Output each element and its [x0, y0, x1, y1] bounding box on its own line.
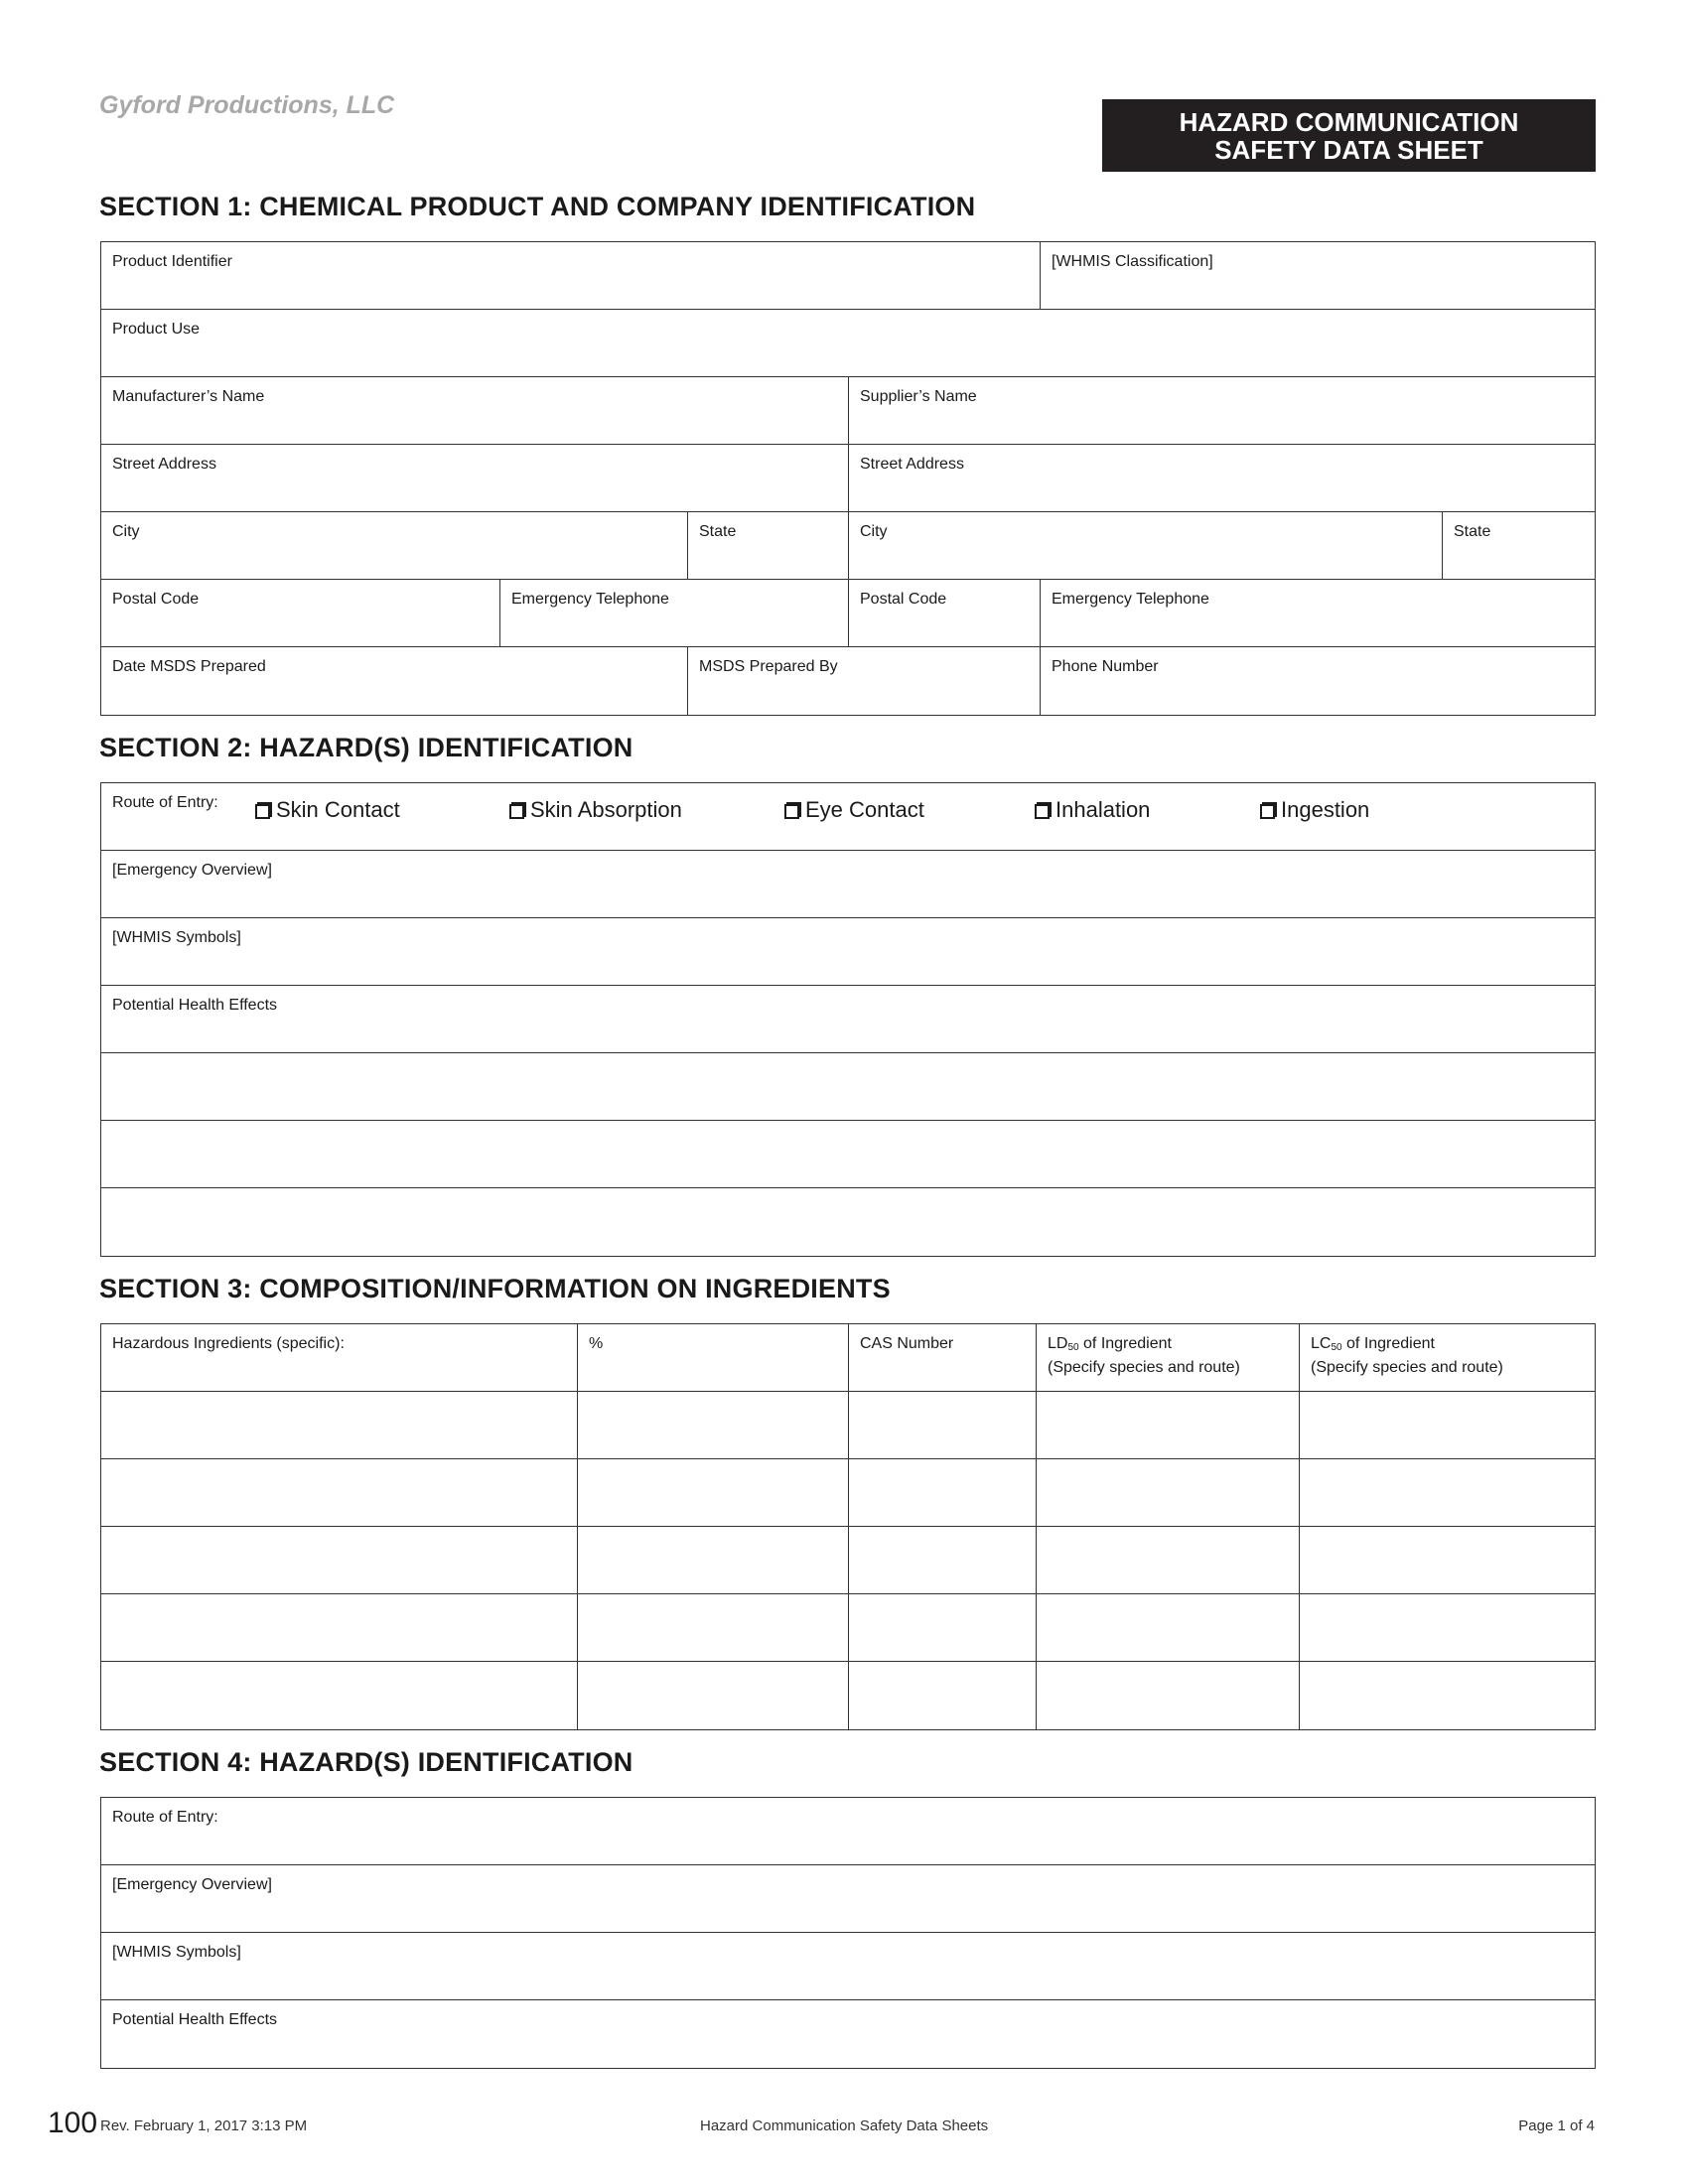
section2-title: SECTION 2: HAZARD(S) IDENTIFICATION — [99, 733, 633, 762]
ingredient-percent-cell[interactable] — [577, 1662, 848, 1729]
ingredient-ld50-cell[interactable] — [1036, 1662, 1299, 1729]
supplier-city-field[interactable] — [848, 512, 1442, 579]
supplier-emergency-phone-field[interactable] — [1040, 580, 1595, 646]
skin-contact-label: Skin Contact — [276, 797, 400, 822]
s2-row-symbols — [101, 918, 1595, 986]
whmis-classification-field[interactable] — [1040, 242, 1595, 309]
ingredient-ld50-cell[interactable] — [1036, 1392, 1299, 1458]
s4-row-health — [101, 2000, 1595, 2068]
s4-whmis-symbols-label: [WHMIS Symbols] — [112, 1944, 241, 1961]
section4-title: SECTION 4: HAZARD(S) IDENTIFICATION — [99, 1747, 633, 1777]
s1-row-product — [101, 242, 1595, 310]
route-of-entry-label: Route of Entry: — [112, 794, 218, 811]
inhalation-option[interactable] — [1035, 797, 1150, 823]
manufacturer-city-field[interactable] — [101, 512, 687, 579]
s2-row-health — [101, 986, 1595, 1053]
s2-row-blank-1 — [101, 1053, 1595, 1121]
s4-row-route — [101, 1798, 1595, 1865]
inhalation-checkbox[interactable] — [1035, 804, 1050, 819]
revision-date: Rev. February 1, 2017 3:13 PM — [100, 2117, 308, 2134]
ingredient-ld50-cell[interactable] — [1036, 1459, 1299, 1526]
s2-row-overview — [101, 851, 1595, 918]
footer-title: Hazard Communication Safety Data Sheets — [700, 2117, 989, 2134]
s4-row-symbols — [101, 1933, 1595, 2000]
ingredient-row — [101, 1392, 1595, 1459]
product-use-field[interactable] — [101, 310, 1595, 376]
s4-route-of-entry-label: Route of Entry: — [112, 1809, 218, 1826]
ingestion-checkbox[interactable] — [1260, 804, 1275, 819]
s1-row-address — [101, 445, 1595, 512]
manufacturer-emergency-phone-label: Emergency Telephone — [511, 591, 669, 608]
document-title-box — [1102, 99, 1596, 172]
s4-route-of-entry-field[interactable] — [101, 1798, 1595, 1864]
date-prepared-label: Date MSDS Prepared — [112, 658, 266, 675]
s2-row-blank-3 — [101, 1188, 1595, 1256]
header-ingredients — [101, 1324, 577, 1391]
header-ld50 — [1036, 1324, 1299, 1391]
whmis-symbols-label: [WHMIS Symbols] — [112, 929, 241, 946]
section3-title: SECTION 3: COMPOSITION/INFORMATION ON INGREDIENTS — [99, 1274, 891, 1303]
prepared-by-label: MSDS Prepared By — [699, 658, 838, 675]
section2-grid — [100, 782, 1596, 1257]
ingredient-lc50-cell[interactable] — [1299, 1662, 1595, 1729]
header-lc50-label: $LC_{50}$ of Ingredient (Specify species and route) — [1311, 1335, 1503, 1376]
supplier-state-field[interactable] — [1442, 512, 1595, 579]
ingredient-percent-cell[interactable] — [577, 1594, 848, 1661]
prepared-by-field[interactable] — [687, 647, 1040, 715]
supplier-name-field[interactable] — [848, 377, 1595, 444]
s1-row-use — [101, 310, 1595, 377]
page-of-count: Page 1 of 4 — [1518, 2117, 1595, 2134]
s2-row-blank-2 — [101, 1121, 1595, 1188]
ingredient-ingredient-cell[interactable] — [101, 1594, 577, 1661]
s1-row-postal — [101, 580, 1595, 647]
ingredient-ingredient-cell[interactable] — [101, 1392, 577, 1458]
document-title-line1: HAZARD COMMUNICATION — [1179, 106, 1519, 137]
skin-contact-option[interactable] — [255, 797, 400, 823]
manufacturer-postal-label: Postal Code — [112, 591, 200, 608]
s4-emergency-overview-label: [Emergency Overview] — [112, 1876, 272, 1893]
ingredient-percent-cell[interactable] — [577, 1392, 848, 1458]
supplier-emergency-phone-label: Emergency Telephone — [1052, 591, 1209, 608]
manufacturer-postal-field[interactable] — [101, 580, 499, 646]
ingredient-ingredient-cell[interactable] — [101, 1459, 577, 1526]
ingredient-cas-cell[interactable] — [848, 1459, 1036, 1526]
health-effects-label: Potential Health Effects — [112, 997, 278, 1014]
ingredient-ingredient-cell[interactable] — [101, 1527, 577, 1593]
supplier-state-label: State — [1454, 523, 1491, 540]
skin-contact-checkbox[interactable] — [255, 804, 270, 819]
ingredient-cas-cell[interactable] — [848, 1527, 1036, 1593]
ingredient-ld50-cell[interactable] — [1036, 1527, 1299, 1593]
header-lc50 — [1299, 1324, 1595, 1391]
s4-whmis-symbols-field[interactable] — [101, 1933, 1595, 1999]
emergency-overview-field[interactable] — [101, 851, 1595, 917]
ingredients-header-row — [101, 1324, 1595, 1392]
ingredient-row — [101, 1662, 1595, 1729]
ingredient-row — [101, 1459, 1595, 1527]
skin-absorption-label: Skin Absorption — [530, 797, 682, 822]
health-effects-line-1[interactable] — [101, 1053, 1595, 1120]
ingredient-ld50-cell[interactable] — [1036, 1594, 1299, 1661]
emergency-overview-label: [Emergency Overview] — [112, 862, 272, 879]
product-identifier-field[interactable] — [101, 242, 1040, 309]
phone-number-field[interactable] — [1040, 647, 1595, 715]
health-effects-line-2[interactable] — [101, 1121, 1595, 1187]
product-use-label: Product Use — [112, 321, 201, 338]
section1-grid — [100, 241, 1596, 716]
supplier-postal-label: Postal Code — [860, 591, 947, 608]
header-cas-label: CAS Number — [860, 1335, 954, 1352]
supplier-street-field[interactable] — [848, 445, 1595, 511]
whmis-symbols-field[interactable] — [101, 918, 1595, 985]
eye-contact-label: Eye Contact — [805, 797, 924, 822]
header-ingredients-label: Hazardous Ingredients (specific): — [112, 1335, 345, 1352]
ingredient-cas-cell[interactable] — [848, 1662, 1036, 1729]
s4-row-overview — [101, 1865, 1595, 1933]
skin-absorption-checkbox[interactable] — [509, 804, 524, 819]
ingredients-table — [100, 1323, 1596, 1730]
route-of-entry-field — [101, 783, 1595, 850]
ingredient-percent-cell[interactable] — [577, 1459, 848, 1526]
eye-contact-checkbox[interactable] — [784, 804, 799, 819]
manufacturer-street-field[interactable] — [101, 445, 848, 511]
ingredient-lc50-cell[interactable] — [1299, 1392, 1595, 1458]
document-title-line2: SAFETY DATA SHEET — [1214, 134, 1483, 165]
whmis-classification-label: [WHMIS Classification] — [1052, 253, 1213, 270]
manufacturer-emergency-phone-field[interactable] — [499, 580, 848, 646]
s1-row-prepared — [101, 647, 1595, 715]
manufacturer-name-label: Manufacturer’s Name — [112, 388, 265, 405]
phone-number-label: Phone Number — [1052, 658, 1159, 675]
health-effects-line-3[interactable] — [101, 1188, 1595, 1256]
header-percent-label: % — [589, 1335, 604, 1352]
company-name: Gyford Productions, LLC — [99, 91, 395, 119]
supplier-city-label: City — [860, 523, 888, 540]
manufacturer-street-label: Street Address — [112, 456, 216, 473]
manufacturer-state-label: State — [699, 523, 737, 540]
skin-absorption-option[interactable] — [509, 797, 682, 823]
section4-grid — [100, 1797, 1596, 2069]
header-ld50-label: $LD_{50}$ of Ingredient (Specify species and route) — [1048, 1335, 1240, 1376]
ingredient-row — [101, 1527, 1595, 1594]
supplier-street-label: Street Address — [860, 456, 964, 473]
s4-emergency-overview-field[interactable] — [101, 1865, 1595, 1932]
manufacturer-city-label: City — [112, 523, 140, 540]
s1-row-city — [101, 512, 1595, 580]
ingredient-cas-cell[interactable] — [848, 1594, 1036, 1661]
manufacturer-name-field[interactable] — [101, 377, 848, 444]
s4-health-effects-field[interactable] — [101, 2000, 1595, 2068]
header-percent — [577, 1324, 848, 1391]
date-prepared-field[interactable] — [101, 647, 687, 715]
ingredient-cas-cell[interactable] — [848, 1392, 1036, 1458]
s1-row-names — [101, 377, 1595, 445]
section1-title: SECTION 1: CHEMICAL PRODUCT AND COMPANY IDENTIFICATION — [99, 192, 976, 221]
ingredient-lc50-cell[interactable] — [1299, 1594, 1595, 1661]
manufacturer-state-field[interactable] — [687, 512, 848, 579]
s2-row-route — [101, 783, 1595, 851]
ingredient-lc50-cell[interactable] — [1299, 1459, 1595, 1526]
ingestion-option[interactable] — [1260, 797, 1369, 823]
ingestion-label: Ingestion — [1281, 797, 1370, 822]
eye-contact-option[interactable] — [784, 797, 924, 823]
s4-health-effects-label: Potential Health Effects — [112, 2011, 278, 2028]
health-effects-field[interactable] — [101, 986, 1595, 1052]
product-identifier-label: Product Identifier — [112, 253, 232, 270]
inhalation-label: Inhalation — [1055, 797, 1151, 822]
ingredient-percent-cell[interactable] — [577, 1527, 848, 1593]
header-cas — [848, 1324, 1036, 1391]
ingredient-ingredient-cell[interactable] — [101, 1662, 577, 1729]
page-number: 100 — [48, 2107, 98, 2139]
supplier-name-label: Supplier’s Name — [860, 388, 977, 405]
ingredient-row — [101, 1594, 1595, 1662]
ingredient-lc50-cell[interactable] — [1299, 1527, 1595, 1593]
supplier-postal-field[interactable] — [848, 580, 1040, 646]
